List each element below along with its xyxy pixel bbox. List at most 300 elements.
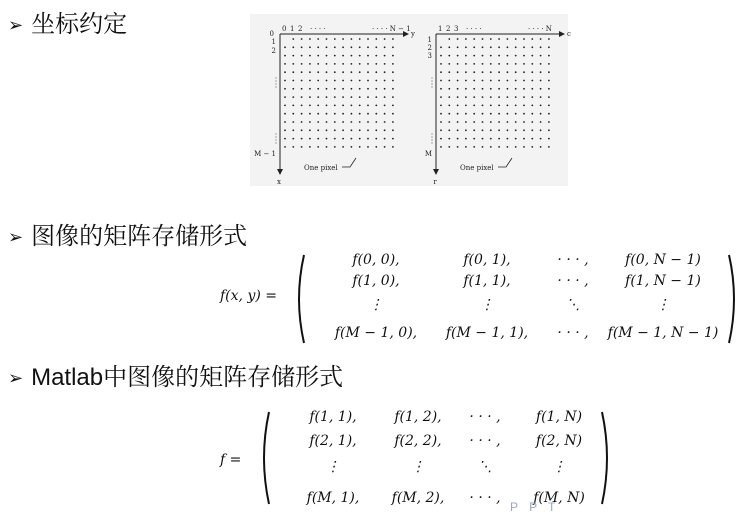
pixel-dot xyxy=(284,55,286,57)
pixel-dot xyxy=(367,129,369,131)
pixel-dot xyxy=(309,38,311,40)
pixel-dot xyxy=(359,113,361,115)
pixel-dot xyxy=(292,63,294,65)
pixel-dot xyxy=(523,121,525,123)
pixel-dot xyxy=(359,88,361,90)
pixel-dot xyxy=(309,105,311,107)
ellipsis-dot xyxy=(276,84,277,85)
pixel-dot xyxy=(440,63,442,65)
pixel-dot xyxy=(284,105,286,107)
pixel-dot xyxy=(448,146,450,148)
pixel-dot xyxy=(351,113,353,115)
tick-label-top: 2 xyxy=(446,25,451,33)
pixel-dot xyxy=(448,71,450,73)
pixel-dot xyxy=(309,80,311,82)
pixel-dot xyxy=(384,96,386,98)
pixel-dot xyxy=(531,105,533,107)
pixel-dot xyxy=(326,138,328,140)
pixel-dot xyxy=(490,63,492,65)
pixel-dot xyxy=(392,55,394,57)
pixel-dot xyxy=(515,121,517,123)
pixel-dot xyxy=(367,71,369,73)
pixel-dot xyxy=(490,129,492,131)
matrix-cell: f(0, 1), xyxy=(463,252,511,268)
pixel-dot xyxy=(375,113,377,115)
ellipsis-dot xyxy=(432,137,433,138)
pixel-dot xyxy=(334,129,336,131)
pixel-dot xyxy=(284,113,286,115)
pixel-dot xyxy=(392,38,394,40)
matrix-cell: ⋮ xyxy=(411,459,425,475)
pixel-dot xyxy=(482,55,484,57)
matrix-cell: f(1, N − 1) xyxy=(625,273,701,289)
pixel-dot xyxy=(440,113,442,115)
pixel-dot xyxy=(490,121,492,123)
ellipsis-dot xyxy=(432,81,433,82)
pixel-dot xyxy=(490,71,492,73)
pixel-dot xyxy=(448,46,450,48)
pixel-dot xyxy=(309,121,311,123)
pixel-dot xyxy=(507,63,509,65)
pixel-dot xyxy=(548,46,550,48)
pixel-dot xyxy=(531,63,533,65)
pixel-dot xyxy=(465,71,467,73)
pixel-dot xyxy=(490,46,492,48)
matrix-cell: f(M, N) xyxy=(533,490,585,506)
pixel-dot xyxy=(375,96,377,98)
pixel-dot xyxy=(531,71,533,73)
ellipsis-dot xyxy=(276,87,277,88)
pixel-dot xyxy=(490,88,492,90)
pixel-dot xyxy=(392,146,394,148)
pixel-dot xyxy=(351,129,353,131)
pixel-dot xyxy=(531,113,533,115)
pixel-dot xyxy=(359,80,361,82)
pixel-dot xyxy=(367,55,369,57)
pixel-dot xyxy=(375,138,377,140)
pixel-dot xyxy=(359,55,361,57)
pixel-dot xyxy=(448,138,450,140)
axis-label-down: x xyxy=(277,178,281,186)
pixel-dot xyxy=(342,96,344,98)
pixel-dot xyxy=(301,113,303,115)
pixel-dot xyxy=(473,146,475,148)
pixel-dot xyxy=(540,46,542,48)
pixel-dot xyxy=(384,88,386,90)
pixel-dot xyxy=(548,88,550,90)
pixel-dot xyxy=(515,96,517,98)
pixel-dot xyxy=(490,138,492,140)
pixel-dot xyxy=(392,105,394,107)
tick-label-top: 1 xyxy=(290,25,295,33)
pixel-dot xyxy=(515,129,517,131)
pixel-dot xyxy=(309,88,311,90)
pixel-dot xyxy=(392,96,394,98)
pixel-dot xyxy=(531,38,533,40)
pixel-dot xyxy=(392,121,394,123)
tick-label-side: 2 xyxy=(427,44,432,52)
pixel-dot xyxy=(284,121,286,123)
pixel-dot xyxy=(326,38,328,40)
pixel-dot xyxy=(473,88,475,90)
pixel-dot xyxy=(465,80,467,82)
pixel-dot xyxy=(465,63,467,65)
pixel-dot xyxy=(457,113,459,115)
pixel-dot xyxy=(440,138,442,140)
pixel-dot xyxy=(548,138,550,140)
matrix-cell: ⋮ xyxy=(480,297,494,313)
pixel-dot xyxy=(515,55,517,57)
pointer-line xyxy=(498,158,512,167)
pixel-dot xyxy=(342,138,344,140)
pixel-dot xyxy=(448,113,450,115)
pixel-dot xyxy=(317,146,319,148)
pixel-dot xyxy=(317,138,319,140)
pixel-dot xyxy=(523,113,525,115)
pixel-dot xyxy=(515,71,517,73)
pixel-dot xyxy=(457,121,459,123)
pixel-dot xyxy=(375,80,377,82)
pixel-dot xyxy=(309,146,311,148)
pixel-dot xyxy=(465,46,467,48)
pixel-dot xyxy=(392,46,394,48)
matrix-cell: f(M − 1, 1), xyxy=(445,325,529,341)
pixel-dot xyxy=(326,113,328,115)
pixel-dot xyxy=(334,55,336,57)
pixel-dot xyxy=(515,63,517,65)
pixel-dot xyxy=(375,46,377,48)
pixel-dot xyxy=(351,96,353,98)
pixel-dot xyxy=(531,138,533,140)
pixel-dot xyxy=(515,105,517,107)
pixel-dot xyxy=(292,88,294,90)
tick-label-top: 3 xyxy=(454,25,459,33)
pixel-dot xyxy=(375,129,377,131)
pixel-dot xyxy=(482,63,484,65)
pixel-dot xyxy=(342,121,344,123)
pixel-dot xyxy=(482,71,484,73)
pixel-dot xyxy=(498,96,500,98)
arrow-bullet-icon: ➢ xyxy=(8,368,24,388)
pixel-dot xyxy=(448,129,450,131)
pixel-dot xyxy=(498,105,500,107)
axis-label-down: r xyxy=(433,178,437,186)
pixel-dot xyxy=(498,113,500,115)
matrix-cell: f(M − 1, 0), xyxy=(334,325,418,341)
pixel-dot xyxy=(334,63,336,65)
left-paren-icon xyxy=(292,253,306,345)
pixel-dot xyxy=(548,38,550,40)
pixel-dot xyxy=(292,46,294,48)
tick-label-top: · · · · xyxy=(310,25,326,33)
pixel-dot xyxy=(326,121,328,123)
pixel-dot xyxy=(351,38,353,40)
pixel-dot xyxy=(334,146,336,148)
arrow-bullet-icon: ➢ xyxy=(8,227,24,247)
ellipsis-dot xyxy=(432,84,433,85)
pixel-dot xyxy=(384,55,386,57)
tick-label-top: 0 xyxy=(282,25,287,33)
ellipsis-dot xyxy=(432,134,433,135)
pixel-dot xyxy=(334,71,336,73)
matrix-cell: ⋮ xyxy=(326,459,340,475)
pixel-dot xyxy=(359,146,361,148)
pixel-dot xyxy=(515,80,517,82)
pixel-dot xyxy=(309,129,311,131)
pixel-dot xyxy=(498,46,500,48)
pixel-dot xyxy=(334,121,336,123)
pixel-dot xyxy=(301,63,303,65)
pixel-dot xyxy=(301,38,303,40)
matrix-cell: · · · , xyxy=(557,273,589,289)
pixel-dot xyxy=(457,38,459,40)
pixel-dot xyxy=(384,113,386,115)
pixel-dot xyxy=(473,113,475,115)
pixel-dot xyxy=(342,38,344,40)
pixel-dot xyxy=(465,113,467,115)
pixel-dot xyxy=(317,105,319,107)
pixel-dot xyxy=(351,55,353,57)
pixel-dot xyxy=(292,113,294,115)
pixel-dot xyxy=(317,63,319,65)
pixel-dot xyxy=(326,88,328,90)
pixel-dot xyxy=(448,63,450,65)
pixel-dot xyxy=(498,38,500,40)
pixel-dot xyxy=(498,138,500,140)
pixel-dot xyxy=(351,71,353,73)
pixel-dot xyxy=(515,146,517,148)
matrix-lhs: f(x, y) = xyxy=(220,288,277,304)
pixel-dot xyxy=(359,71,361,73)
pixel-dot xyxy=(317,46,319,48)
pixel-dot xyxy=(457,138,459,140)
pixel-dot xyxy=(292,71,294,73)
pixel-dot xyxy=(309,63,311,65)
pixel-dot xyxy=(440,55,442,57)
pixel-dot xyxy=(317,121,319,123)
heading-text: Matlab中图像的矩阵存储形式 xyxy=(31,364,344,391)
pixel-dot xyxy=(284,96,286,98)
pixel-dot xyxy=(531,88,533,90)
pixel-dot xyxy=(334,80,336,82)
pixel-dot xyxy=(473,121,475,123)
pixel-dot xyxy=(367,105,369,107)
pixel-dot xyxy=(515,113,517,115)
pixel-dot xyxy=(473,46,475,48)
pixel-dot xyxy=(540,38,542,40)
pixel-dot xyxy=(309,96,311,98)
pixel-dot xyxy=(507,80,509,82)
pixel-dot xyxy=(301,121,303,123)
one-pixel-label: One pixel xyxy=(460,164,494,172)
pixel-dot xyxy=(448,88,450,90)
pixel-dot xyxy=(292,138,294,140)
pixel-dot xyxy=(309,71,311,73)
pixel-dot xyxy=(342,71,344,73)
pixel-dot xyxy=(384,129,386,131)
pixel-dot xyxy=(473,71,475,73)
pixel-dot xyxy=(326,46,328,48)
pixel-dot xyxy=(515,38,517,40)
pixel-dot xyxy=(317,80,319,82)
pixel-dot xyxy=(540,121,542,123)
watermark: P P T xyxy=(510,500,560,514)
pixel-dot xyxy=(540,96,542,98)
pixel-dot xyxy=(507,105,509,107)
pixel-dot xyxy=(301,129,303,131)
tick-label-top: · · · · xyxy=(466,25,482,33)
matrix-cell: · · · , xyxy=(557,325,589,341)
matrix-cell: f(0, N − 1) xyxy=(625,252,701,268)
pixel-dot xyxy=(359,105,361,107)
matrix-cell: · · · , xyxy=(557,252,589,268)
pixel-dot xyxy=(375,105,377,107)
pixel-dot xyxy=(440,71,442,73)
pixel-dot xyxy=(292,96,294,98)
pixel-dot xyxy=(498,129,500,131)
pixel-dot xyxy=(507,71,509,73)
pixel-dot xyxy=(309,46,311,48)
pixel-dot xyxy=(540,80,542,82)
pixel-dot xyxy=(523,96,525,98)
pixel-dot xyxy=(457,71,459,73)
pixel-dot xyxy=(334,105,336,107)
pixel-dot xyxy=(457,80,459,82)
matrix-cell: ⋮ xyxy=(369,297,383,313)
pixel-dot xyxy=(465,146,467,148)
pixel-dot xyxy=(301,55,303,57)
pixel-dot xyxy=(531,80,533,82)
pixel-dot xyxy=(326,146,328,148)
pixel-dot xyxy=(507,121,509,123)
pixel-dot xyxy=(548,96,550,98)
ellipsis-dot xyxy=(276,140,277,141)
matrix-cell: · · · , xyxy=(469,409,501,425)
pixel-dot xyxy=(548,63,550,65)
pixel-dot xyxy=(457,46,459,48)
pixel-dot xyxy=(507,38,509,40)
pixel-dot xyxy=(482,138,484,140)
tick-label-top: · · · · N − 1 xyxy=(372,25,411,33)
pixel-dot xyxy=(392,113,394,115)
pixel-dot xyxy=(440,88,442,90)
pixel-dot xyxy=(540,105,542,107)
pixel-dot xyxy=(507,96,509,98)
pixel-dot xyxy=(351,63,353,65)
pixel-dot xyxy=(548,55,550,57)
pixel-dot xyxy=(548,71,550,73)
pixel-dot xyxy=(301,88,303,90)
pixel-dot xyxy=(465,88,467,90)
pixel-dot xyxy=(375,38,377,40)
pixel-dot xyxy=(309,138,311,140)
pixel-dot xyxy=(359,46,361,48)
pixel-dot xyxy=(482,105,484,107)
pixel-dot xyxy=(301,146,303,148)
pixel-dot xyxy=(326,96,328,98)
pixel-dot xyxy=(351,138,353,140)
pixel-dot xyxy=(482,46,484,48)
pixel-dot xyxy=(359,121,361,123)
pixel-dot xyxy=(448,38,450,40)
pixel-dot xyxy=(457,63,459,65)
pixel-dot xyxy=(292,129,294,131)
matrix-cell: · · · , xyxy=(469,490,501,506)
matrix-cell: ⋱ xyxy=(478,459,492,475)
pixel-dot xyxy=(523,88,525,90)
pixel-dot xyxy=(457,105,459,107)
pixel-dot xyxy=(482,146,484,148)
pixel-dot xyxy=(301,96,303,98)
matrix-cell: f(1, 2), xyxy=(394,409,442,425)
pixel-dot xyxy=(440,121,442,123)
pixel-dot xyxy=(473,80,475,82)
pixel-dot xyxy=(507,113,509,115)
matrix-cell: f(0, 0), xyxy=(352,252,400,268)
pixel-dot xyxy=(540,88,542,90)
pixel-dot xyxy=(342,88,344,90)
pixel-dot xyxy=(284,88,286,90)
pixel-dot xyxy=(440,105,442,107)
pixel-dot xyxy=(292,55,294,57)
pixel-dot xyxy=(292,121,294,123)
pixel-dot xyxy=(367,146,369,148)
tick-label-top: 1 xyxy=(438,25,443,33)
pixel-dot xyxy=(523,46,525,48)
pixel-dot xyxy=(515,46,517,48)
pixel-dot xyxy=(440,80,442,82)
ellipsis-dot xyxy=(276,134,277,135)
pixel-dot xyxy=(384,63,386,65)
pixel-dot xyxy=(342,113,344,115)
pixel-dot xyxy=(498,80,500,82)
pixel-dot xyxy=(367,80,369,82)
arrow-bullet-icon: ➢ xyxy=(8,15,24,35)
pixel-dot xyxy=(465,138,467,140)
pixel-dot xyxy=(465,96,467,98)
pixel-dot xyxy=(548,80,550,82)
pixel-dot xyxy=(384,38,386,40)
pixel-dot xyxy=(548,113,550,115)
pixel-dot xyxy=(465,55,467,57)
pixel-dot xyxy=(473,63,475,65)
matrix-cell: f(1, N) xyxy=(535,409,583,425)
pixel-dot xyxy=(301,105,303,107)
tick-label-side: M xyxy=(424,150,432,158)
pixel-dot xyxy=(384,146,386,148)
pixel-dot xyxy=(523,138,525,140)
pixel-dot xyxy=(515,138,517,140)
pixel-dot xyxy=(367,113,369,115)
pixel-dot xyxy=(334,96,336,98)
tick-label-top: 2 xyxy=(298,25,303,33)
pixel-dot xyxy=(284,138,286,140)
pixel-dot xyxy=(523,63,525,65)
pixel-dot xyxy=(301,46,303,48)
pixel-dot xyxy=(490,96,492,98)
pixel-dot xyxy=(326,71,328,73)
pixel-dot xyxy=(457,55,459,57)
pixel-dot xyxy=(498,63,500,65)
pixel-dot xyxy=(540,55,542,57)
pixel-dot xyxy=(359,38,361,40)
pixel-dot xyxy=(367,63,369,65)
pixel-dot xyxy=(440,46,442,48)
pixel-dot xyxy=(523,55,525,57)
pixel-dot xyxy=(482,38,484,40)
ellipsis-dot xyxy=(432,78,433,79)
pixel-dot xyxy=(465,105,467,107)
